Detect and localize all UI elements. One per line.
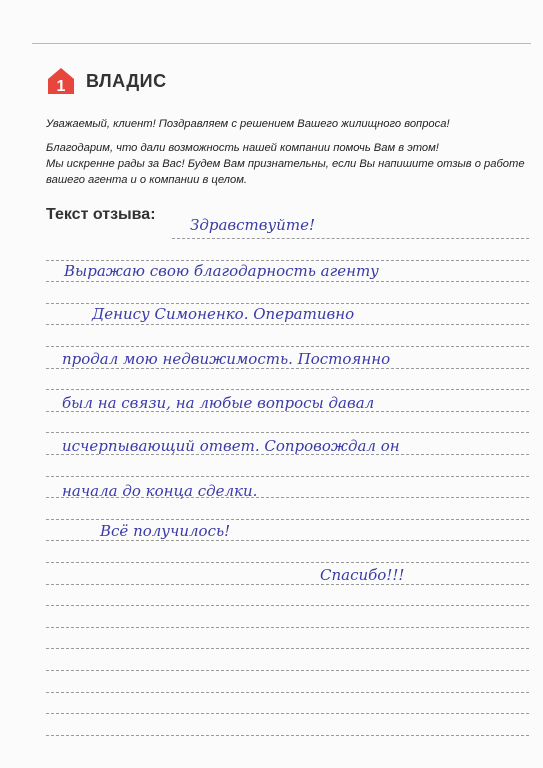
brand-name: ВЛАДИС	[86, 70, 167, 91]
ruled-line	[46, 584, 529, 585]
ruled-line	[46, 476, 529, 477]
intro-text	[46, 116, 526, 196]
ruled-line	[46, 692, 529, 693]
handwritten-line-1: Здравствуйте!	[190, 216, 315, 234]
top-divider	[32, 43, 531, 44]
brand-logo	[46, 66, 167, 96]
ruled-line	[46, 540, 529, 541]
ruled-line	[46, 368, 529, 369]
ruled-line	[46, 648, 529, 649]
ruled-line	[46, 670, 529, 671]
handwritten-line-5: был на связи, на любые вопросы давал	[62, 394, 375, 412]
thanks-line-1: Благодарим, что дали возможность нашей компании помочь Вам в этом!	[46, 142, 439, 154]
handwritten-line-2: Выражаю свою благодарность агенту	[64, 262, 379, 280]
ruled-line	[46, 605, 529, 606]
ruled-line	[46, 562, 529, 563]
ruled-line	[46, 713, 529, 714]
thanks-text	[46, 140, 526, 188]
house-logo-icon	[46, 66, 76, 96]
handwritten-line-9: Спасибо!!!	[320, 566, 405, 584]
handwritten-line-8: Всё получилось!	[100, 522, 231, 540]
thanks-line-2: Мы искренне рады за Вас! Будем Вам признательны, если Вы напишите отзыв о работе вашего агента и о компании в целом.	[46, 158, 525, 186]
ruled-line	[46, 346, 529, 347]
ruled-line	[46, 324, 529, 325]
ruled-line	[46, 735, 529, 736]
handwritten-line-7: начала до конца сделки.	[62, 482, 258, 500]
ruled-line	[46, 281, 529, 282]
ruled-line	[172, 238, 529, 239]
ruled-line	[46, 260, 529, 261]
greeting-text: Уважаемый, клиент! Поздравляем с решением Вашего жилищного вопроса!	[46, 118, 450, 130]
review-label: Текст отзыва:	[46, 206, 156, 223]
ruled-line	[46, 627, 529, 628]
svg-text:1: 1	[56, 78, 66, 95]
ruled-line	[46, 432, 529, 433]
ruled-line	[46, 389, 529, 390]
ruled-line	[46, 303, 529, 304]
handwritten-line-3: Денису Симоненко. Оперативно	[92, 305, 355, 323]
ruled-line	[46, 519, 529, 520]
handwritten-line-6: исчерпывающий ответ. Сопровождал он	[62, 437, 400, 455]
handwritten-line-4: продал мою недвижимость. Постоянно	[62, 350, 391, 368]
